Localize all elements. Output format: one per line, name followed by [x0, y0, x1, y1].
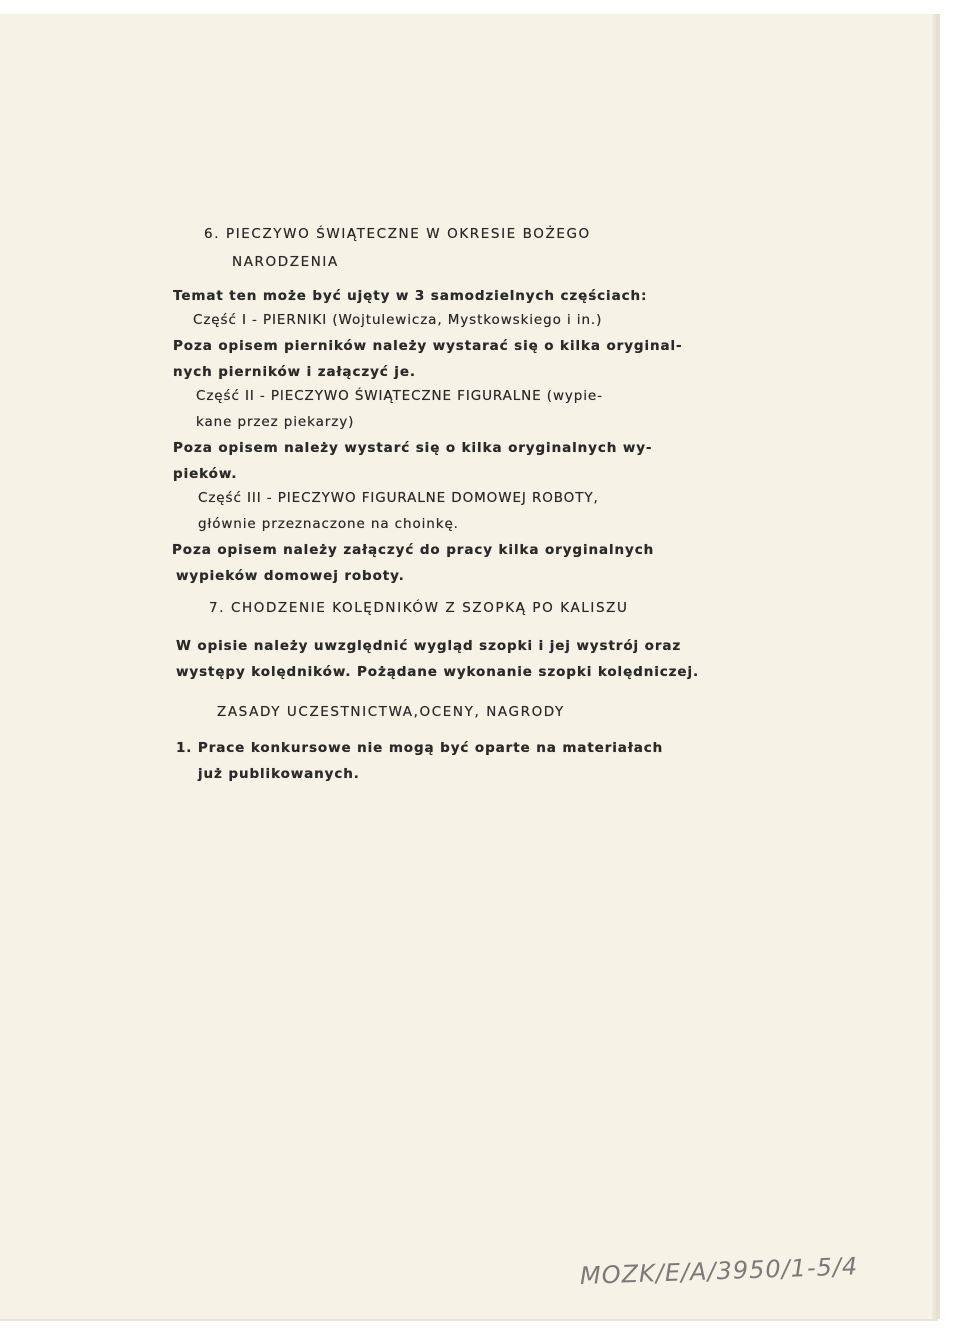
rule-1-line: 1. Prace konkursowe nie mogą być oparte na materiałach: [176, 740, 664, 756]
body-line: występy kolędników. Pożądane wykonanie szopki kolędniczej.: [176, 664, 700, 680]
part-3-heading: Część III - PIECZYWO FIGURALNE DOMOWEJ ROBOTY,: [198, 490, 599, 506]
body-line: Temat ten może być ujęty w 3 samodzielnych częściach:: [173, 288, 648, 304]
section-7-heading: 7. CHODZENIE KOLĘDNIKÓW Z SZOPKĄ PO KALISZU: [209, 600, 629, 616]
part-1-heading: Część I - PIERNIKI (Wojtulewicza, Mystkowskiego i in.): [193, 312, 603, 328]
body-line: wypieków domowej roboty.: [176, 568, 405, 584]
body-line: nych pierników i załączyć je.: [173, 364, 416, 380]
body-line: pieków.: [173, 466, 238, 482]
section-6-heading: 6. PIECZYWO ŚWIĄTECZNE W OKRESIE BOŻEGO: [204, 226, 591, 242]
part-2-heading-cont: kane przez piekarzy): [196, 414, 355, 430]
body-line: W opisie należy uwzględnić wygląd szopki i jej wystrój oraz: [176, 638, 682, 654]
part-3-heading-cont: głównie przeznaczone na choinkę.: [198, 516, 459, 532]
body-line: Poza opisem należy wystarć się o kilka oryginalnych wy-: [173, 440, 653, 456]
body-line: Poza opisem należy załączyć do pracy kilka oryginalnych: [172, 542, 655, 558]
body-line: Poza opisem pierników należy wystarać się o kilka oryginal-: [173, 338, 683, 354]
archive-signature: MOZK/E/A/3950/1-5/4: [579, 1252, 859, 1290]
part-2-heading: Część II - PIECZYWO ŚWIĄTECZNE FIGURALNE (wypie-: [196, 388, 603, 404]
rules-heading: ZASADY UCZESTNICTWA,OCENY, NAGRODY: [217, 704, 565, 720]
document-page: [0, 14, 938, 1319]
rule-1-line-cont: już publikowanych.: [198, 766, 360, 782]
section-6-heading-cont: NARODZENIA: [232, 254, 339, 270]
